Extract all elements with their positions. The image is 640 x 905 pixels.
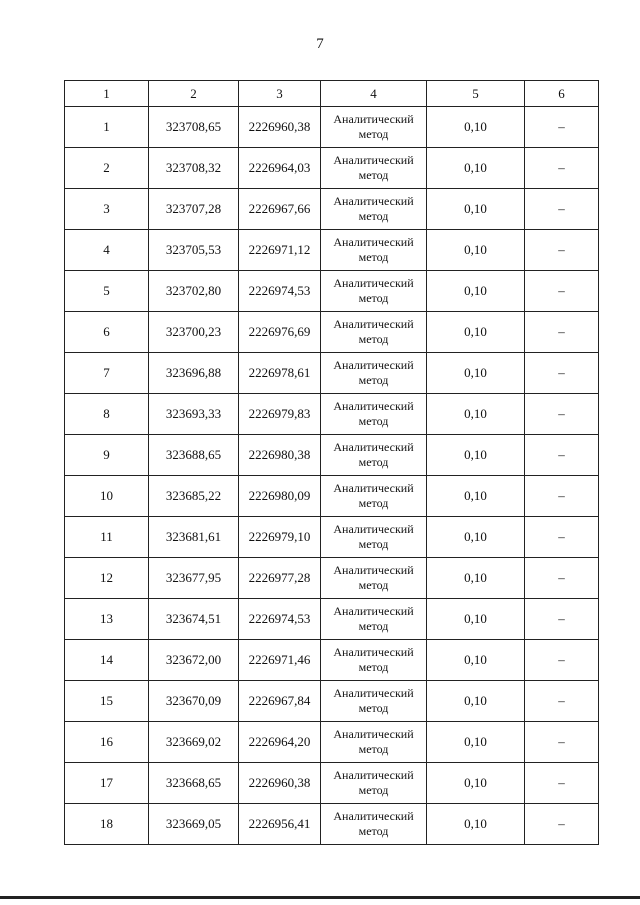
cell-point-number: 16 xyxy=(65,722,149,763)
cell-method xyxy=(321,681,427,722)
cell-coordinate-x: 323681,61 xyxy=(149,517,239,558)
cell-coordinate-x: 323685,22 xyxy=(149,476,239,517)
cell-point-number: 1 xyxy=(65,107,149,148)
cell-coordinate-y: 2226980,38 xyxy=(239,435,321,476)
cell-coordinate-x: 323696,88 xyxy=(149,353,239,394)
cell-coordinate-y: 2226967,84 xyxy=(239,681,321,722)
cell-coordinate-x: 323668,65 xyxy=(149,763,239,804)
cell-accuracy: 0,10 xyxy=(427,394,525,435)
cell-method xyxy=(321,763,427,804)
cell-point-number: 15 xyxy=(65,681,149,722)
cell-point-number: 7 xyxy=(65,353,149,394)
header-col-3: 3 xyxy=(239,81,321,107)
table-row xyxy=(65,148,599,189)
cell-point-number: 3 xyxy=(65,189,149,230)
cell-accuracy: 0,10 xyxy=(427,558,525,599)
method-text-line: Аналитический xyxy=(333,194,414,208)
cell-note: – xyxy=(525,517,599,558)
cell-note: – xyxy=(525,148,599,189)
cell-note: – xyxy=(525,640,599,681)
cell-point-number: 12 xyxy=(65,558,149,599)
cell-method xyxy=(321,640,427,681)
cell-method xyxy=(321,394,427,435)
cell-coordinate-y: 2226964,20 xyxy=(239,722,321,763)
cell-coordinate-y: 2226964,03 xyxy=(239,148,321,189)
method-text-line: Аналитический xyxy=(333,563,414,577)
cell-method xyxy=(321,804,427,845)
cell-note: – xyxy=(525,107,599,148)
table-row xyxy=(65,476,599,517)
table-body xyxy=(65,107,599,845)
method-text-line: метод xyxy=(358,373,389,387)
table-row xyxy=(65,804,599,845)
method-text-line: Аналитический xyxy=(333,358,414,372)
cell-accuracy: 0,10 xyxy=(427,681,525,722)
cell-note: – xyxy=(525,599,599,640)
table-row xyxy=(65,271,599,312)
cell-point-number: 6 xyxy=(65,312,149,353)
method-text-line: Аналитический xyxy=(333,686,414,700)
cell-point-number: 14 xyxy=(65,640,149,681)
method-text-line: метод xyxy=(358,742,389,756)
cell-accuracy: 0,10 xyxy=(427,640,525,681)
cell-note: – xyxy=(525,681,599,722)
cell-coordinate-y: 2226971,46 xyxy=(239,640,321,681)
cell-point-number: 8 xyxy=(65,394,149,435)
cell-coordinate-y: 2226967,66 xyxy=(239,189,321,230)
cell-point-number: 2 xyxy=(65,148,149,189)
cell-coordinate-x: 323700,23 xyxy=(149,312,239,353)
cell-coordinate-y: 2226974,53 xyxy=(239,599,321,640)
cell-coordinate-x: 323677,95 xyxy=(149,558,239,599)
cell-accuracy: 0,10 xyxy=(427,476,525,517)
method-text-line: метод xyxy=(358,332,389,346)
cell-coordinate-x: 323708,65 xyxy=(149,107,239,148)
cell-note: – xyxy=(525,394,599,435)
table-row xyxy=(65,558,599,599)
cell-method xyxy=(321,476,427,517)
method-text-line: метод xyxy=(358,455,389,469)
method-text-line: Аналитический xyxy=(333,440,414,454)
table-row xyxy=(65,599,599,640)
cell-point-number: 13 xyxy=(65,599,149,640)
table-row xyxy=(65,435,599,476)
method-text-line: метод xyxy=(358,127,389,141)
cell-accuracy: 0,10 xyxy=(427,230,525,271)
cell-point-number: 11 xyxy=(65,517,149,558)
header-col-4: 4 xyxy=(321,81,427,107)
method-text-line: Аналитический xyxy=(333,481,414,495)
cell-accuracy: 0,10 xyxy=(427,353,525,394)
cell-coordinate-y: 2226979,83 xyxy=(239,394,321,435)
cell-method xyxy=(321,189,427,230)
cell-coordinate-x: 323693,33 xyxy=(149,394,239,435)
method-text-line: Аналитический xyxy=(333,112,414,126)
cell-accuracy: 0,10 xyxy=(427,271,525,312)
cell-method xyxy=(321,599,427,640)
cell-note: – xyxy=(525,230,599,271)
cell-accuracy: 0,10 xyxy=(427,517,525,558)
method-text-line: метод xyxy=(358,250,389,264)
method-text-line: метод xyxy=(358,783,389,797)
cell-note: – xyxy=(525,476,599,517)
cell-method xyxy=(321,517,427,558)
cell-note: – xyxy=(525,558,599,599)
table-row xyxy=(65,189,599,230)
cell-method xyxy=(321,107,427,148)
header-col-6: 6 xyxy=(525,81,599,107)
cell-coordinate-y: 2226960,38 xyxy=(239,763,321,804)
method-text-line: метод xyxy=(358,496,389,510)
cell-accuracy: 0,10 xyxy=(427,599,525,640)
cell-coordinate-y: 2226977,28 xyxy=(239,558,321,599)
method-text-line: Аналитический xyxy=(333,235,414,249)
table-row xyxy=(65,722,599,763)
cell-coordinate-y: 2226976,69 xyxy=(239,312,321,353)
method-text-line: Аналитический xyxy=(333,645,414,659)
cell-accuracy: 0,10 xyxy=(427,312,525,353)
cell-method xyxy=(321,353,427,394)
method-text-line: метод xyxy=(358,291,389,305)
cell-note: – xyxy=(525,763,599,804)
coordinates-table xyxy=(64,80,599,845)
cell-coordinate-x: 323669,05 xyxy=(149,804,239,845)
method-text-line: метод xyxy=(358,537,389,551)
method-text-line: метод xyxy=(358,824,389,838)
cell-note: – xyxy=(525,435,599,476)
cell-coordinate-x: 323672,00 xyxy=(149,640,239,681)
table-row xyxy=(65,681,599,722)
cell-coordinate-y: 2226960,38 xyxy=(239,107,321,148)
method-text-line: Аналитический xyxy=(333,317,414,331)
method-text-line: Аналитический xyxy=(333,399,414,413)
table-row xyxy=(65,394,599,435)
cell-note: – xyxy=(525,722,599,763)
page-number: 7 xyxy=(316,36,324,52)
table-row xyxy=(65,353,599,394)
method-text-line: Аналитический xyxy=(333,276,414,290)
cell-point-number: 18 xyxy=(65,804,149,845)
method-text-line: метод xyxy=(358,701,389,715)
table-row xyxy=(65,517,599,558)
table-row xyxy=(65,107,599,148)
method-text-line: Аналитический xyxy=(333,153,414,167)
cell-coordinate-x: 323669,02 xyxy=(149,722,239,763)
cell-accuracy: 0,10 xyxy=(427,722,525,763)
cell-coordinate-x: 323705,53 xyxy=(149,230,239,271)
cell-accuracy: 0,10 xyxy=(427,804,525,845)
cell-coordinate-y: 2226979,10 xyxy=(239,517,321,558)
cell-accuracy: 0,10 xyxy=(427,763,525,804)
method-text-line: метод xyxy=(358,578,389,592)
method-text-line: метод xyxy=(358,209,389,223)
method-text-line: Аналитический xyxy=(333,522,414,536)
cell-point-number: 5 xyxy=(65,271,149,312)
bottom-border-line xyxy=(0,896,640,899)
cell-note: – xyxy=(525,271,599,312)
table-row xyxy=(65,312,599,353)
cell-accuracy: 0,10 xyxy=(427,189,525,230)
cell-coordinate-x: 323688,65 xyxy=(149,435,239,476)
cell-note: – xyxy=(525,189,599,230)
cell-method xyxy=(321,435,427,476)
cell-coordinate-y: 2226980,09 xyxy=(239,476,321,517)
cell-note: – xyxy=(525,353,599,394)
method-text-line: Аналитический xyxy=(333,604,414,618)
cell-method xyxy=(321,230,427,271)
cell-coordinate-x: 323674,51 xyxy=(149,599,239,640)
cell-point-number: 9 xyxy=(65,435,149,476)
cell-accuracy: 0,10 xyxy=(427,107,525,148)
cell-coordinate-x: 323702,80 xyxy=(149,271,239,312)
method-text-line: метод xyxy=(358,414,389,428)
cell-coordinate-x: 323670,09 xyxy=(149,681,239,722)
cell-method xyxy=(321,722,427,763)
cell-accuracy: 0,10 xyxy=(427,148,525,189)
header-col-2: 2 xyxy=(149,81,239,107)
cell-accuracy: 0,10 xyxy=(427,435,525,476)
cell-method xyxy=(321,148,427,189)
header-col-1: 1 xyxy=(65,81,149,107)
cell-point-number: 17 xyxy=(65,763,149,804)
method-text-line: метод xyxy=(358,619,389,633)
cell-coordinate-x: 323708,32 xyxy=(149,148,239,189)
cell-note: – xyxy=(525,804,599,845)
header-col-5: 5 xyxy=(427,81,525,107)
cell-coordinate-x: 323707,28 xyxy=(149,189,239,230)
cell-note: – xyxy=(525,312,599,353)
cell-point-number: 4 xyxy=(65,230,149,271)
cell-coordinate-y: 2226974,53 xyxy=(239,271,321,312)
method-text-line: метод xyxy=(358,168,389,182)
cell-method xyxy=(321,558,427,599)
table-row xyxy=(65,763,599,804)
cell-method xyxy=(321,312,427,353)
method-text-line: Аналитический xyxy=(333,768,414,782)
cell-point-number: 10 xyxy=(65,476,149,517)
table-header-row xyxy=(65,81,599,107)
cell-coordinate-y: 2226971,12 xyxy=(239,230,321,271)
method-text-line: Аналитический xyxy=(333,809,414,823)
cell-coordinate-y: 2226956,41 xyxy=(239,804,321,845)
table-row xyxy=(65,230,599,271)
table-row xyxy=(65,640,599,681)
cell-method xyxy=(321,271,427,312)
method-text-line: метод xyxy=(358,660,389,674)
cell-coordinate-y: 2226978,61 xyxy=(239,353,321,394)
method-text-line: Аналитический xyxy=(333,727,414,741)
